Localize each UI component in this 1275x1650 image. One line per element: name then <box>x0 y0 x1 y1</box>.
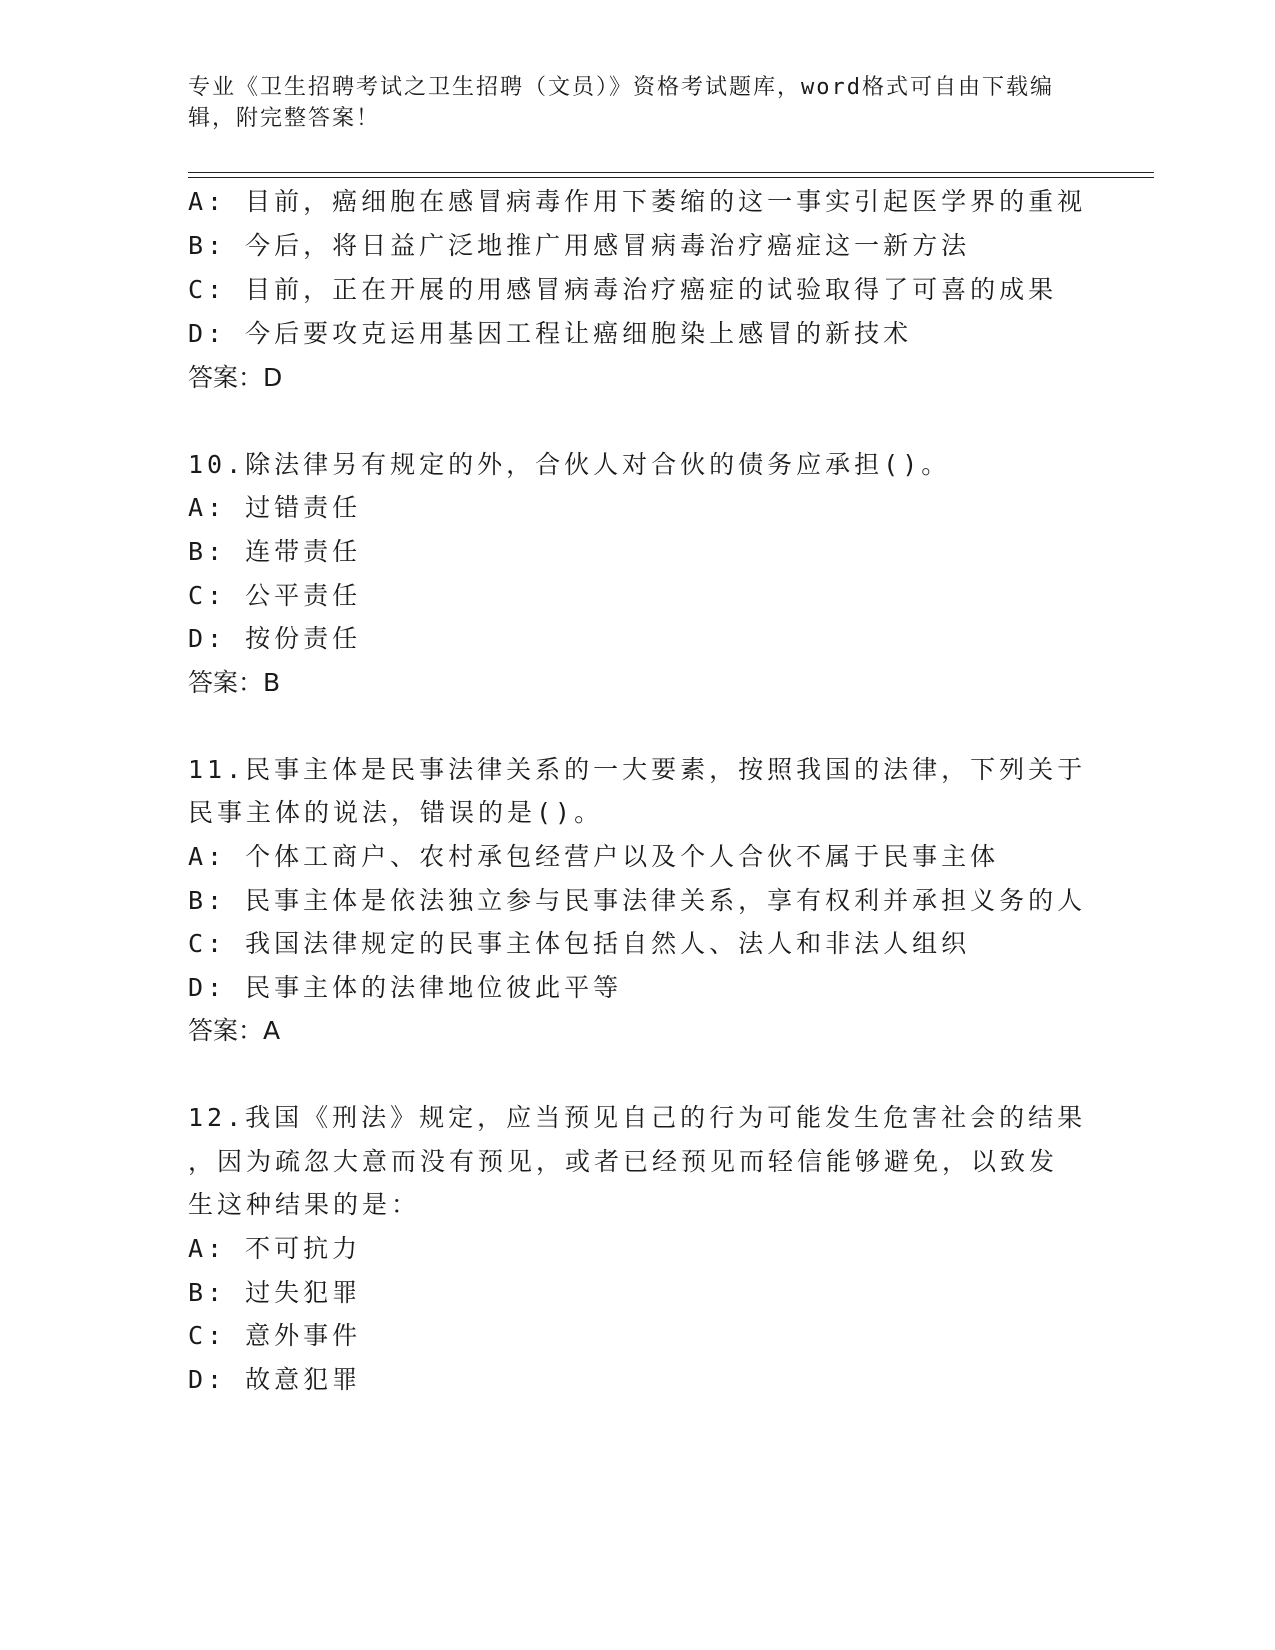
q12-stem-line-2: ，因为疏忽大意而没有预见，或者已经预见而轻信能够避免，以致发 <box>188 1147 1059 1176</box>
q11-stem-line-1: 11.民事主体是民事法律关系的一大要素，按照我国的法律，下列关于 <box>188 755 1087 784</box>
q10-option-b: B: 连带责任 <box>188 537 362 566</box>
q10-stem: 10.除法律另有规定的外，合伙人对合伙的债务应承担()。 <box>188 450 951 479</box>
document-header: 专业《卫生招聘考试之卫生招聘（文员）》资格考试题库，word格式可自由下载编辑，附完整答案！ <box>188 75 1054 131</box>
q10-option-d: D: 按份责任 <box>188 624 362 653</box>
q10-option-a: A: 过错责任 <box>188 493 362 522</box>
q12-option-c: C: 意外事件 <box>188 1321 362 1350</box>
q9-answer: 答案：D <box>188 363 283 392</box>
q10-option-c: C: 公平责任 <box>188 581 362 610</box>
q10-answer: 答案：B <box>188 668 281 697</box>
q12-option-b: B: 过失犯罪 <box>188 1278 362 1307</box>
q12-stem-line-1: 12.我国《刑法》规定，应当预见自己的行为可能发生危害社会的结果 <box>188 1103 1087 1132</box>
q9-option-c: C: 目前，正在开展的用感冒病毒治疗癌症的试验取得了可喜的成果 <box>188 275 1058 304</box>
q11-option-d: D: 民事主体的法律地位彼此平等 <box>188 973 623 1002</box>
header-rule-bottom <box>188 177 1154 178</box>
header-rule-top <box>188 172 1154 173</box>
q11-answer: 答案：A <box>188 1016 281 1045</box>
q11-option-b: B: 民事主体是依法独立参与民事法律关系，享有权利并承担义务的人 <box>188 886 1087 915</box>
q9-option-d: D: 今后要攻克运用基因工程让癌细胞染上感冒的新技术 <box>188 319 913 348</box>
q11-option-c: C: 我国法律规定的民事主体包括自然人、法人和非法人组织 <box>188 929 971 958</box>
q11-option-a: A: 个体工商户、农村承包经营户以及个人合伙不属于民事主体 <box>188 842 1000 871</box>
q12-option-a: A: 不可抗力 <box>188 1234 362 1263</box>
q12-stem-line-3: 生这种结果的是： <box>188 1190 421 1219</box>
q11-stem-line-2: 民事主体的说法，错误的是()。 <box>188 798 604 827</box>
q12-option-d: D: 故意犯罪 <box>188 1365 362 1394</box>
q9-option-a: A: 目前，癌细胞在感冒病毒作用下萎缩的这一事实引起医学界的重视 <box>188 187 1087 216</box>
q9-option-b: B: 今后，将日益广泛地推广用感冒病毒治疗癌症这一新方法 <box>188 231 971 260</box>
